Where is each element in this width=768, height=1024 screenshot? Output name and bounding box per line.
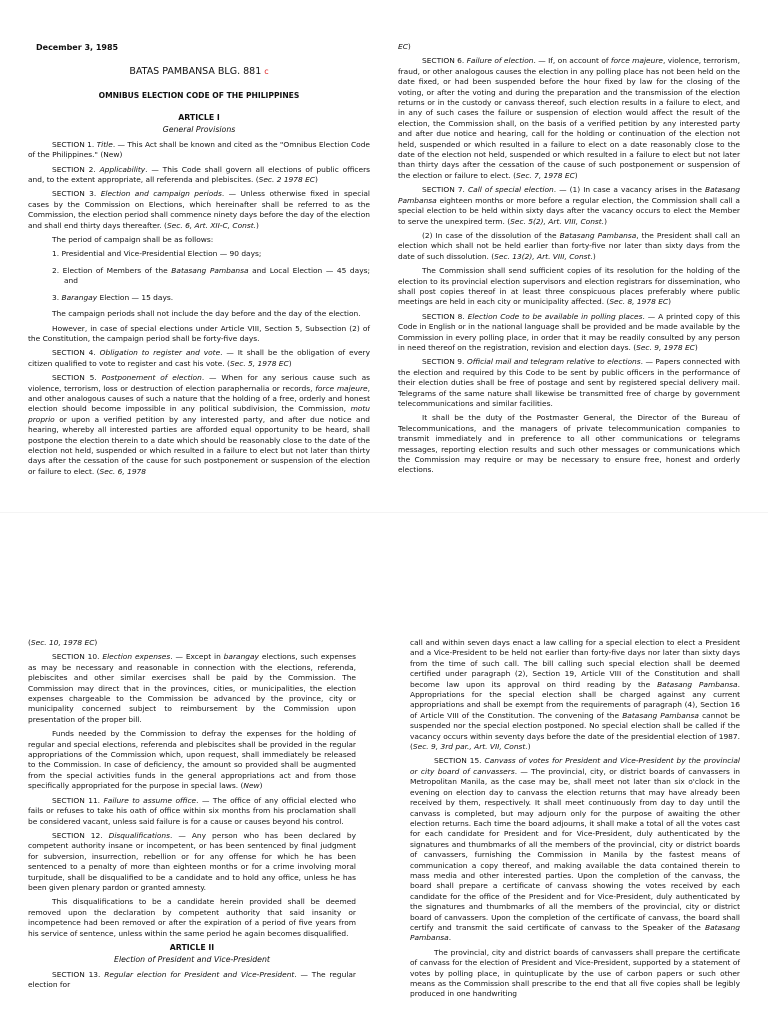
section-2: SECTION 2. Applicability. — This Code shall govern all elections of public officers and, to the extent appropriate, all referenda and plebiscites. (Sec. 2 1978 EC) — [28, 164, 370, 185]
article-heading: ARTICLE I — [178, 113, 220, 122]
section-15: SECTION 15. Canvass of votes for President and Vice-President by the provincial or city board of canvassers. — The provincial, city, or district boards of canvassers in Metropolitan Manila, as the case may be, shall meet not later than six o'clock in the evening on election day to canvass the election returns that may have already been received by them, respectively. It shall meet continuously from day to day until the canvass is completed, but may adjourn only for the purpose of awaiting the other election returns. Each time the board adjourns, it shall make a total of all the votes cast for each candidate for President and for Vice-President, duly authenticated by the signatures and thumbmarks of all the members of the provincial, city or district boards of canvassers, furnishing the Commission in Manila by the fastest means of communication a copy thereof, and making available the data contained therein to mass media and other interested parties. Upon the completion of the canvass, the board shall prepare a certificate of canvass showing the votes received by each candidate for the office of the President and for Vice-President, duly authenticated by the signatures and thumbmarks of all the members of the provincial, city or district board of canvassers. Upon the completion of the certificate of canvass, the board shall certify and transmit the said certificate of canvass to the Speaker of the Batasang Pambansa. — [410, 756, 740, 943]
article-subheading: General Provisions — [162, 125, 236, 135]
article-heading: ARTICLE II — [169, 942, 215, 952]
section-7-para-2: (2) In case of the dissolution of the Batasang Pambansa, the President shall call an election which shall not be held earlier than forty-five nor later than sixty days from the date of such dissolution. (Sec. 13(2), Art. VIII, Const.) — [398, 230, 740, 261]
article-subheading: Election of President and Vice-President — [114, 955, 270, 965]
section-12-para-2: This disqualifications to be a candidate herein provided shall be deemed removed upon the declaration by competent authority that said insanity or incompetence had been removed or after the expiration of a period of five years from his service of sentence, unless within the same period he again becomes disqualified. — [28, 897, 356, 938]
section-14-continued: call and within seven days enact a law calling for a special election to elect a President and a Vice-President to be held not earlier than forty-five days nor later than sixty days from the time of such call. The bill calling such special election shall be deemed certified under paragraph (2), Section 19, Article VIII of the Constitution and shall become law upon its approval on third reading by the Batasang Pambansa. Appropriations for the special election shall be charged against any current appropriations and shall be exempt from the requirements of paragraph (4), Section 16 of Article VIII of the Constitution. The convening of the Batasang Pambansa cannot be suspended nor the special election postponed. No special election shall be called if the vacancy occurs within seventy days before the date of the presidential election of 1987. (Sec. 9, 3rd par., Art. VII, Const.) — [410, 638, 740, 752]
document-page-1 — [0, 0, 384, 512]
section-11: SECTION 11. Failure to assume office. — The office of any official elected who fails or refuses to take his oath of office within six months from his proclamation shall be considered vacant, unless said failure is for a cause or causes beyond his control. — [28, 795, 356, 826]
section-6: SECTION 6. Failure of election. — If, on account of force majeure, violence, terrorism, fraud, or other analogous causes the election in any polling place has not been held on the date fixed, or had been suspended before the hour fixed by law for the closing of the voting, or after the voting and during the preparation and the transmission of the election returns or in the custody or canvass thereof, such election results in a failure to elect, and in any of such cases the failure or suspension of election would affect the result of the election, the Commission shall, on the basis of a verified petition by any interested party and after due notice and hearing, call for the holding or continuation of the election not held, suspended or which resulted in a failure to elect on a date reasonably close to the date of the election not held, suspended or which resulted in a failure to elect but not later than thirty days after the cessation of the cause of such postponement or suspension of the election or failure to elect. (Sec. 7, 1978 EC) — [398, 56, 740, 180]
section-5: SECTION 5. Postponement of election. — When for any serious cause such as violence, terrorism, loss or destruction of election paraphernalia or records, force majeure, and other analogous causes of such a nature that the holding of a free, orderly and honest election should become impossible in any political subdivision, the Commission, motu proprio or upon a verified petition by any interested party, and after due notice and hearing, whereby all interested parties are afforded equal opportunity to be heard, shall postpone the election therein to a date which should be reasonably close to the date of the election not held, suspended or which resulted in a failure to elect but not later than thirty days after the cessation of the cause for such postponement or suspension of the election or failure to elect. (Sec. 6, 1978 — [28, 373, 371, 476]
section-9-para-2: It shall be the duty of the Postmaster General, the Director of the Bureau of Telecommunications, and the managers of private telecommunication companies to transmit immediately and in preference to all other communications or telegrams messages, reporting election results and such other messages or communications which the Commission may require or may be necessary to ensure free, honest and orderly elections. — [398, 413, 740, 475]
section-3: SECTION 3. Election and campaign periods. — Unless otherwise fixed in special cases by the Commission on Elections, which hereinafter shall be referred to as the Commission, the election period shall commence ninety days before the day of the election and shall end thirty days thereafter. (Sec. 6, Art. XII-C, Const.) — [28, 189, 370, 230]
section-1: SECTION 1. Title. — This Act shall be known and cited as the "Omnibus Election Code of the Philippines." (New) — [28, 139, 371, 160]
section-3-para: However, in case of special elections under Article VIII, Section 5, Subsection (2) of the Constitution, the campaign period shall be forty-five days. — [28, 323, 370, 343]
section-12: SECTION 12. Disqualifications. — Any person who has been declared by competent authority insane or incompetent, or has been sentenced by final judgment for subversion, insurrection, rebellion or for any offense for which he has been sentenced to a penalty of more than eighteen months or for a crime involving moral turpitude, shall be disqualified to be a candidate and to hold any office, unless he has been given plenary pardon or granted amnesty. — [28, 830, 356, 892]
section-8: SECTION 8. Election Code to be available in polling places. — A printed copy of this Code in English or in the national language shall be provided and be made available by the Commission in every polling place, in order that it may be readily consulted by any person in need thereof on the registration, revision and election days. (Sec. 9, 1978 EC) — [398, 311, 741, 352]
document-page-3 — [0, 512, 384, 1024]
section-3-campaign-intro: The period of campaign shall be as follows: — [52, 235, 214, 245]
law-title: BATAS PAMBANSA BLG. 881 c — [129, 66, 269, 77]
continued-citation: EC) — [398, 42, 411, 51]
page-2-body — [398, 42, 740, 476]
section-3-para: The campaign periods shall not include the day before and the day of the election. — [52, 309, 361, 319]
campaign-list-item: 3. Barangay Election — 15 days. — [52, 292, 174, 302]
annotation-mark-icon: c — [264, 67, 269, 76]
page-1-body — [28, 113, 370, 477]
section-7: SECTION 7. Call of special election. — (1) In case a vacancy arises in the Batasang Pambansa eighteen months or more before a regular election, the Commission shall call a special election to be held within sixty days after the vacancy occurs to elect the Member to serve the unexpired term. (Sec. 5(2), Art. VIII, Const.) — [398, 185, 740, 226]
section-4: SECTION 4. Obligation to register and vote. — It shall be the obligation of every citizen qualified to vote to register and cast his vote. (Sec. 5, 1978 EC) — [28, 348, 371, 368]
section-9: SECTION 9. Official mail and telegram relative to elections. — Papers connected with the election and required by this Code to be sent by public officers in the performance of their election duties shall be free of postage and sent by registered special delivery mail. Telegrams of the same nature shall likewise be transmitted free of charge by government telecommunications and similar facilities. — [398, 357, 741, 408]
document-page-2 — [384, 0, 768, 512]
page-3-body — [28, 638, 356, 991]
document-page-4 — [384, 512, 768, 1024]
code-title: OMNIBUS ELECTION CODE OF THE PHILIPPINES — [98, 91, 300, 100]
date-line: December 3, 1985 — [36, 43, 119, 52]
campaign-list-item: 2. Election of Members of the Batasang Pambansa and Local Election — 45 days; and — [52, 265, 370, 286]
section-10: SECTION 10. Election expenses. — Except in barangay elections, such expenses as may be necessary and reasonable in connection with the elections, referenda, plebiscites and other similar exercises shall be paid by the Commission. The Commission may direct that in the provinces, cities, or municipalities, the election expenses chargeable to the Commission be advanced by the province, city or municipality concerned subject to reimbursement by the Commission upon presentation of the proper bill. — [28, 652, 356, 724]
section-7-para-3: The Commission shall send sufficient copies of its resolution for the holding of the election to its provincial election supervisors and election registrars for dissemination, who shall post copies thereof in at least three conspicuous places preferably where public meetings are held in each city or municipality affected. (Sec. 8, 1978 EC) — [398, 266, 740, 307]
page-4-body — [410, 638, 740, 1000]
section-13: SECTION 13. Regular election for President and Vice-President. — The regular election for — [28, 969, 356, 990]
section-15-para-2: The provincial, city and district boards of canvassers shall prepare the certificate of canvass for the election of President and Vice-President, supported by a statement of votes by polling place, in quintuplicate by the use of carbon papers or such other means as the Commission shall prescribe to the end that all five copies shall be legibly produced in one handwriting — [410, 947, 740, 999]
campaign-list-item: 1. Presidential and Vice-Presidential Election — 90 days; — [52, 249, 262, 259]
section-10-para-2: Funds needed by the Commission to defray the expenses for the holding of regular and special elections, referenda and plebiscites shall be provided in the regular appropriations of the Commission which, upon request, shall immediately be released to the Commission. In case of deficiency, the amount so provided shall be augmented from the special activities funds in the general appropriations act and from those specifically appropriated for the purpose in special laws. (New) — [28, 729, 356, 791]
continued-citation: (Sec. 10, 1978 EC) — [28, 638, 98, 647]
